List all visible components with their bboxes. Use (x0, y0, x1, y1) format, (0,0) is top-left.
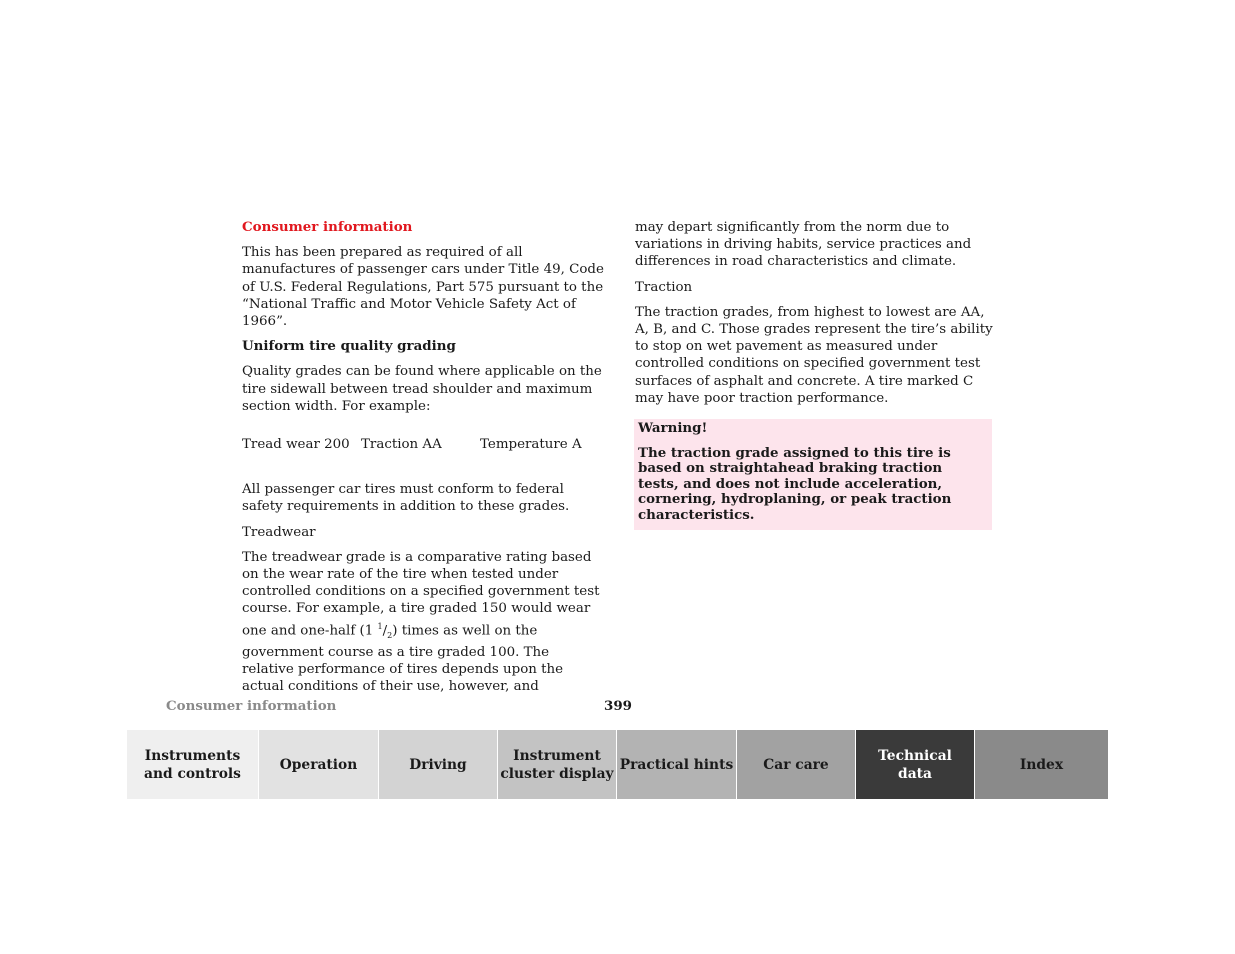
continuation-paragraph: may depart significantly from the norm due to variations in driving habits, service practices and differences in road characteristics and climate. (635, 220, 972, 270)
quality-paragraph: Quality grades can be found where applicable on the tire sidewall between tread shoulder and maximum section width. For example: (242, 364, 602, 414)
nav-tab-label: Instrument cluster display (500, 747, 614, 782)
nav-tab-label: Instruments and controls (144, 747, 241, 782)
fraction-denominator: 2 (387, 630, 393, 640)
warning-box (634, 419, 992, 530)
subheading: Uniform tire quality grading (242, 338, 456, 355)
nav-tab-practical-hints[interactable] (617, 730, 737, 799)
nav-tab-label: Technical data (878, 747, 952, 782)
treadwear-text-end: ) times as well on the government course as a tire graded 100. The relative performance of tires depends upon the actual conditions of their use, however, and (242, 623, 564, 695)
fraction-slash: / (382, 623, 388, 639)
chapter-navigation (127, 730, 1108, 799)
nav-tab-label: Car care (763, 756, 829, 773)
traction-paragraph: The traction grades, from highest to lowest are AA, A, B, and C. Those grades represent the tire’s ability to stop on wet pavement as measured under controlled conditions on specified government test surfaces of asphalt and concrete. A tire marked C may have poor traction performance. (635, 304, 993, 406)
fraction-numerator: 1 (377, 621, 383, 631)
warning-text: The traction grade assigned to this tire is based on straightahead braking traction tests, and does not include acceleration, cornering, hydroplaning, or peak traction characteristics. (638, 444, 952, 523)
conform-paragraph: All passenger car tires must conform to federal safety requirements in addition to these grades. (242, 482, 570, 515)
right-column (635, 219, 997, 530)
grade-temperature: Temperature A (480, 437, 582, 453)
grade-traction: Traction AA (361, 437, 442, 453)
intro-paragraph: This has been prepared as required of all manufactures of passenger cars under Title 49, Code of U.S. Federal Regulations, Part 575 pursuant to the “National Traffic and Motor Vehicle Safety Act of 1966”. (242, 245, 604, 330)
grade-treadwear: Tread wear 200 (242, 437, 350, 453)
nav-tab-index[interactable] (975, 730, 1108, 799)
nav-tab-label: Driving (409, 756, 467, 773)
treadwear-label: Treadwear (242, 524, 316, 540)
nav-tab-instruments-and-controls[interactable] (127, 730, 259, 799)
treadwear-text-start: The treadwear grade is a comparative rating based on the wear rate of the tire when tested under controlled conditions on a specified government test course. For example, a tire graded 150 would wear one and one-half (1 (242, 549, 600, 639)
warning-title: Warning! (638, 420, 708, 437)
nav-tab-label: Operation (279, 756, 358, 773)
treadwear-paragraph (242, 549, 604, 696)
grades-example (242, 436, 604, 453)
footer-section-title: Consumer information (166, 698, 337, 714)
nav-tab-car-care[interactable] (737, 730, 856, 799)
nav-tab-operation[interactable] (259, 730, 379, 799)
traction-label: Traction (635, 279, 693, 295)
nav-tab-driving[interactable] (379, 730, 498, 799)
nav-tab-instrument-cluster-display[interactable] (498, 730, 617, 799)
section-heading: Consumer information (242, 219, 413, 235)
page-number: 399 (604, 698, 632, 714)
nav-tab-label: Index (1019, 756, 1064, 773)
left-column (242, 219, 604, 704)
nav-tab-label: Practical hints (619, 756, 734, 773)
nav-tab-technical-data[interactable] (856, 730, 975, 799)
